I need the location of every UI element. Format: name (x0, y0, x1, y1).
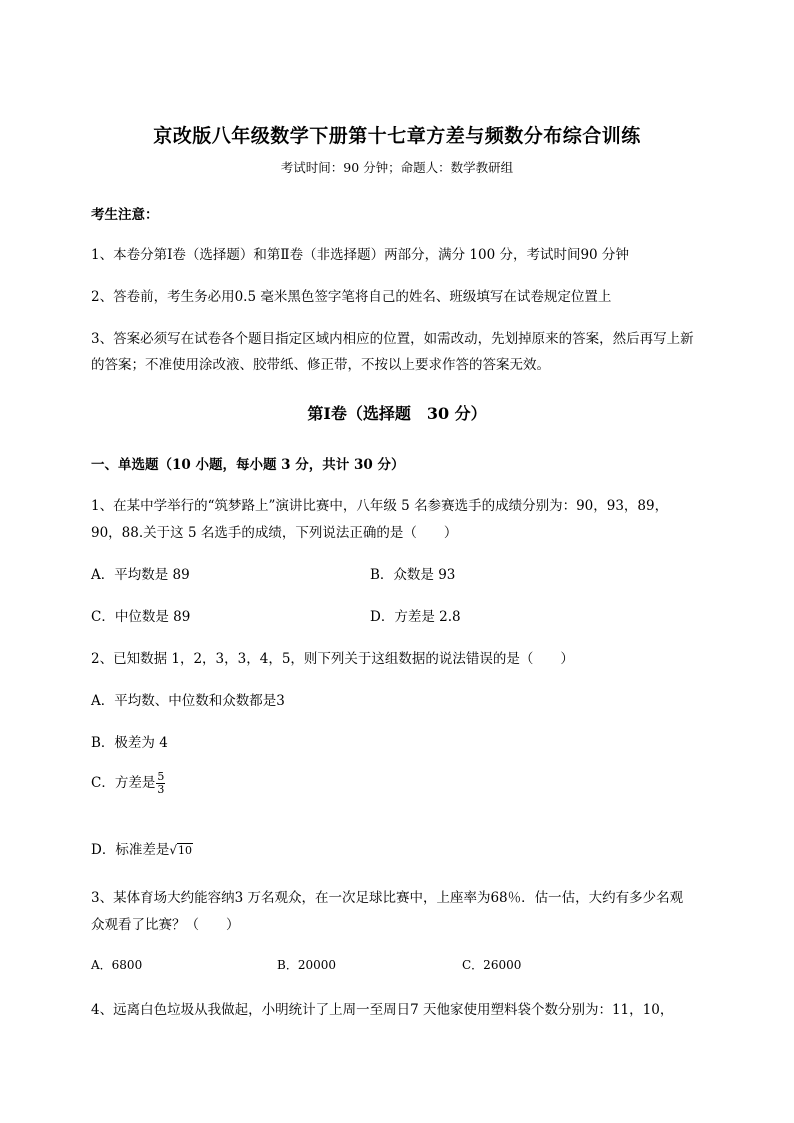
notice-item-1: 1、本卷分第Ⅰ卷（选择题）和第Ⅱ卷（非选择题）两部分，满分 100 分，考试时间90 分钟 (91, 247, 629, 263)
question-3-stem: 3、某体育场大约能容纳3 万名观众，在一次足球比赛中，上座率为68％．估一估，大约有多少名观 (91, 890, 684, 906)
question-1-option-b: B．众数是 93 (370, 567, 456, 583)
notice-item-3: 3、答案必须写在试卷各个题目指定区域内相应的位置，如需改动，先划掉原来的答案，然后再写上新 (91, 331, 694, 347)
question-2-option-c-label: C．方差是 (91, 775, 156, 791)
question-1-option-c: C．中位数是 89 (91, 609, 191, 625)
exam-info: 考试时间：90 分钟；命题人：数学教研组 (280, 160, 514, 175)
question-3-stem-cont: 众观看了比赛？（ ） (91, 917, 240, 933)
fraction-numerator: 5 (157, 770, 165, 783)
question-2-option-b: B．极差为 4 (91, 735, 168, 751)
question-1-stem: 1、在某中学举行的“筑梦路上”演讲比赛中，八年级 5 名参赛选手的成绩分别为：90，93，89， (91, 498, 669, 514)
question-1-stem-cont: 90，88.关于这 5 名选手的成绩，下列说法正确的是（ ） (91, 525, 458, 541)
fraction (156, 771, 165, 796)
part-1-title: 第Ⅰ卷（选择题 30 分） (307, 404, 487, 423)
question-2-option-d-label: D．标准差是 (91, 842, 170, 858)
question-2-option-c (91, 771, 165, 796)
section-heading: 一、单选题（10 小题，每小题 3 分，共计 30 分） (91, 457, 405, 473)
question-3-option-a: A．6800 (91, 958, 143, 972)
question-2-option-d (91, 838, 193, 858)
question-3-option-c: C．26000 (462, 958, 522, 972)
question-4-stem: 4、远离白色垃圾从我做起，小明统计了上周一至周日7 天他家使用塑料袋个数分别为：11，10， (91, 1002, 674, 1018)
question-1-option-a: A．平均数是 89 (91, 567, 190, 583)
notice-item-3-cont: 的答案；不准使用涂改液、胶带纸、修正带，不按以上要求作答的答案无效。 (91, 357, 550, 373)
square-root: √10 (169, 843, 192, 857)
question-3-option-b: B．20000 (277, 958, 336, 972)
question-2-stem: 2、已知数据 1，2，3，3，4，5，则下列关于这组数据的说法错误的是（ ） (91, 651, 574, 667)
radicand: 10 (177, 844, 192, 857)
question-1-option-d: D．方差是 2.8 (370, 609, 461, 625)
page-title: 京改版八年级数学下册第十七章方差与频数分布综合训练 (153, 125, 641, 147)
notice-item-2: 2、答卷前，考生务必用0.5 毫米黑色签字笔将自己的姓名、班级填写在试卷规定位置上 (91, 289, 612, 305)
question-2-option-a: A．平均数、中位数和众数都是3 (91, 693, 285, 709)
notice-heading: 考生注意： (91, 207, 159, 223)
fraction-denominator: 3 (157, 783, 165, 796)
